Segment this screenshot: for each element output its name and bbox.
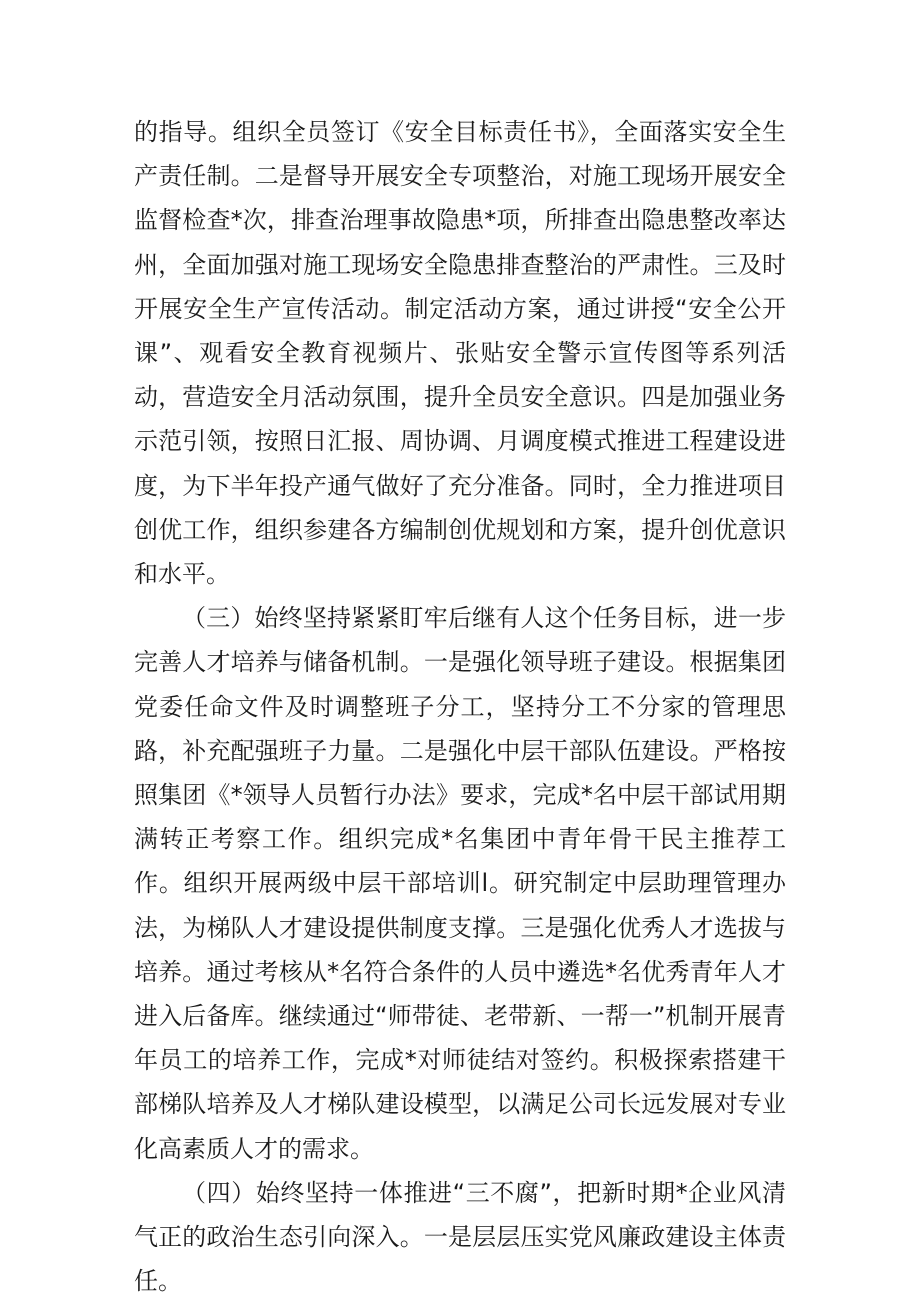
paragraph-3: （四）始终坚持一体推进“三不腐”，把新时期*企业风清气正的政治生态引向深入。一是层层压实党风廉政建设主体责任。 (134, 1178, 786, 1296)
paragraph-2: （三）始终坚持紧紧盯牢后继有人这个任务目标，进一步完善人才培养与储备机制。一是强化领导班子建设。根据集团党委任命文件及时调整班子分工，坚持分工不分家的管理思路，补充配强班子力量。二是强化中层干部队伍建设。严格按照集团《*领导人员暂行办法》要求，完成*名中层干部试用期满转正考察工作。组织完成*名集团中青年骨干民主推荐工作。组织开展两级中层干部培训l。研究制定中层助理管理办法，为梯队人才建设提供制度支撑。三是强化优秀人才选拔与培养。通过考核从*名符合条件的人员中遴选*名优秀青年人才进入后备库。继续通过“师带徒、老带新、一帮一”机制开展青年员工的培养工作，完成*对师徒结对签约。积极探索搭建干部梯队培养及人才梯队建设模型，以满足公司长远发展对专业化高素质人才的需求。 (134, 604, 786, 1163)
paragraph-1: 的指导。组织全员签订《安全目标责任书》，全面落实安全生产责任制。二是督导开展安全专项整治，对施工现场开展安全监督检查*次，排查治理事故隐患*项，所排查出隐患整改率达州，全面加强对施工现场安全隐患排查整治的严肃性。三及时开展安全生产宣传活动。制定活动方案，通过讲授“安全公开课”、观看安全教育视频片、张贴安全警示宣传图等系列活动，营造安全月活动氛围，提升全员安全意识。四是加强业务示范引领，按照日汇报、周协调、月调度模式推进工程建设进度，为下半年投产通气做好了充分准备。同时，全力推进项目创优工作，组织参建各方编制创优规划和方案，提升创优意识和水平。 (134, 118, 786, 589)
document-body (134, 110, 786, 1303)
